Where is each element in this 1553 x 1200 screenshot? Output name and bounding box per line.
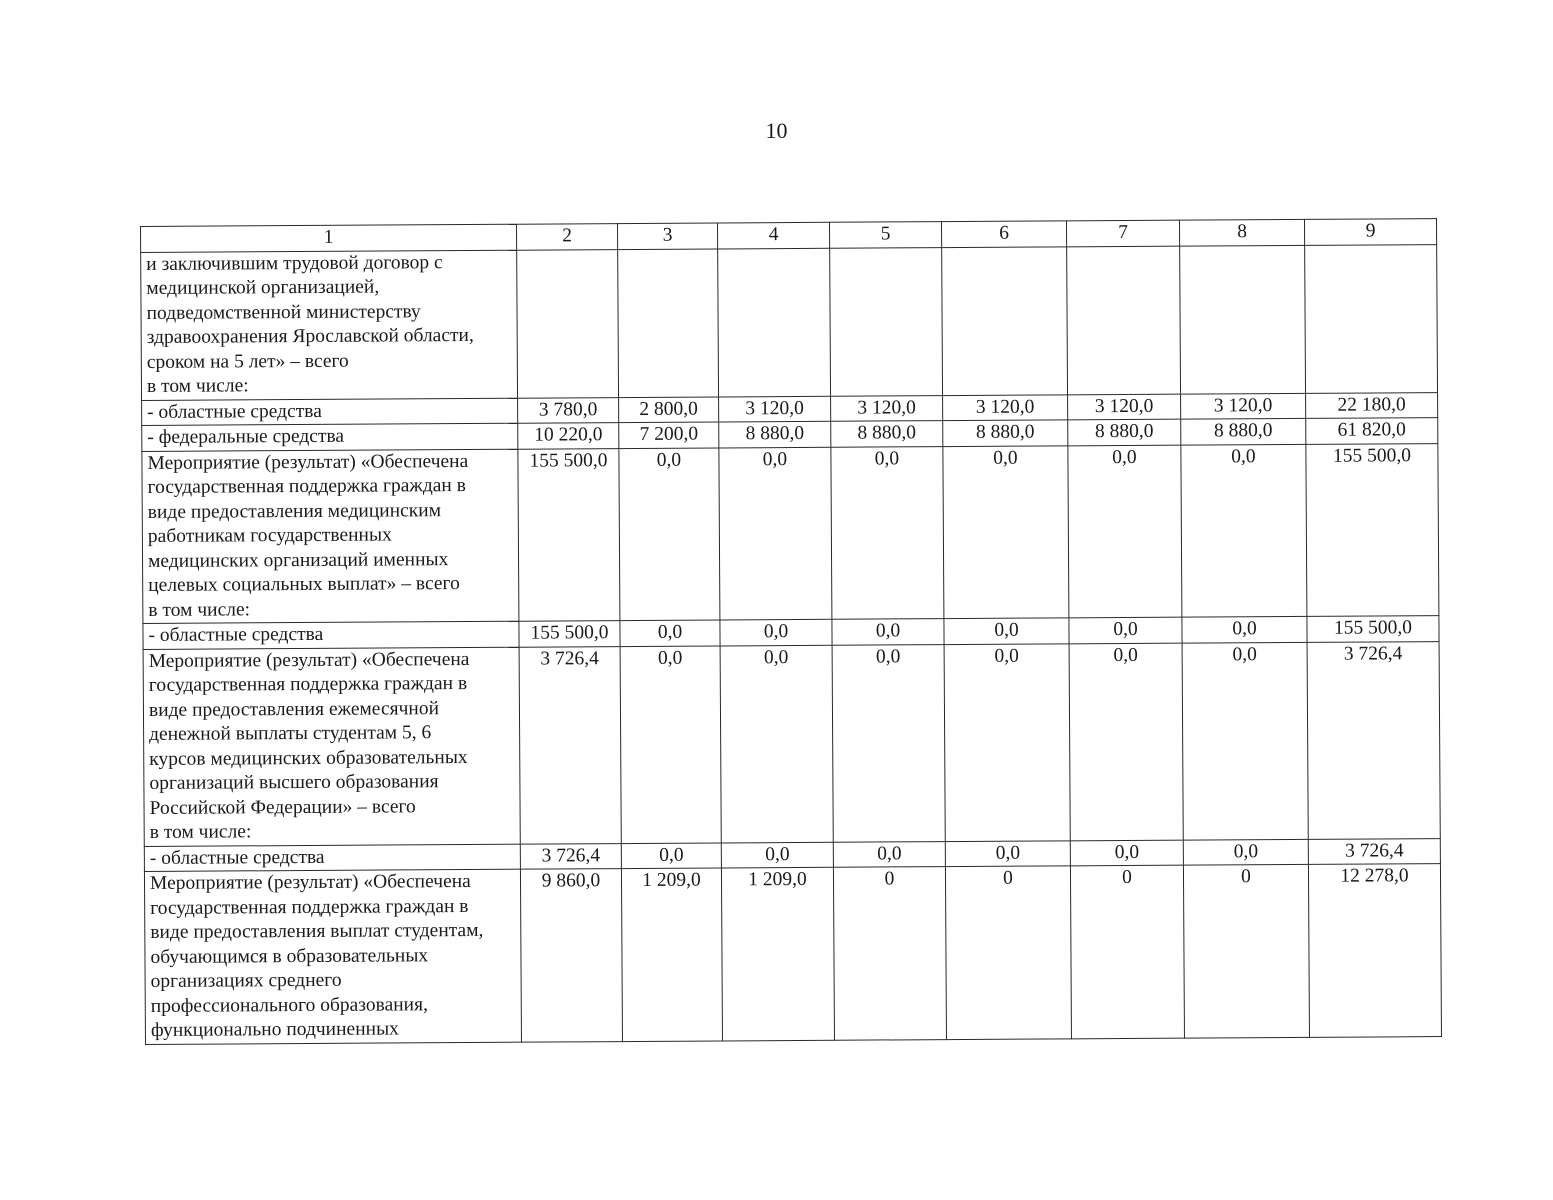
description-line: медицинских организаций именных	[147, 548, 449, 572]
description-line: виде предоставления выплат студентам,	[150, 919, 484, 943]
description-line: здравоохранения Ярославской области,	[146, 324, 474, 348]
value-cell: 0	[1070, 865, 1184, 1038]
activity-description	[144, 869, 521, 1044]
value-cell: 0,0	[621, 842, 721, 868]
value-cell: 1 209,0	[721, 867, 834, 1040]
value-cell: 155 500,0	[518, 448, 620, 621]
value-cell: 8 880,0	[831, 421, 943, 447]
value-cell: 0,0	[944, 618, 1069, 644]
column-header: 5	[829, 222, 941, 248]
value-cell: 0,0	[719, 447, 832, 620]
total-cell: 3 726,4	[1307, 641, 1440, 839]
value-cell: 3 780,0	[518, 397, 619, 423]
funding-source-label	[144, 844, 520, 872]
funding-source-label	[142, 398, 518, 426]
description-line: государственная поддержка граждан в	[147, 475, 466, 498]
description-line: обучающимся в образовательных	[150, 944, 429, 968]
value-cell: 3 120,0	[1181, 393, 1306, 419]
value-cell: 8 880,0	[719, 421, 831, 447]
description-line: Мероприятие (результат) «Обеспечена	[149, 870, 471, 894]
description-line: и заключившим трудовой договор с	[146, 251, 443, 275]
table-row	[141, 244, 1438, 400]
value-cell	[718, 248, 831, 397]
value-cell	[830, 247, 943, 396]
funding-source-label	[142, 423, 518, 451]
value-cell: 1 209,0	[621, 868, 722, 1041]
column-header: 8	[1179, 219, 1304, 245]
value-cell: 0,0	[619, 447, 720, 620]
funding-table-wrapper	[140, 218, 1441, 1044]
total-cell: 12 278,0	[1308, 864, 1441, 1037]
description-line: Российской Федерации» – всего	[149, 795, 416, 819]
value-cell: 3 726,4	[519, 646, 621, 844]
column-header: 4	[717, 222, 829, 248]
description-line: медицинской организацией,	[146, 276, 380, 299]
description-line: организациях среднего	[150, 969, 342, 992]
total-cell: 61 820,0	[1306, 418, 1438, 444]
funding-source-label	[143, 621, 519, 649]
description-line: денежной выплаты студентам 5, 6	[149, 722, 432, 745]
value-cell: 0,0	[944, 643, 1070, 841]
value-cell	[1180, 245, 1306, 394]
value-cell	[1067, 246, 1181, 395]
value-cell: 0	[833, 867, 946, 1040]
value-cell: 3 120,0	[1068, 394, 1181, 420]
value-cell: 0,0	[943, 445, 1069, 618]
value-cell: 155 500,0	[519, 621, 620, 647]
column-header: 1	[141, 224, 517, 252]
description-line: работникам государственных	[147, 524, 392, 547]
value-cell: 0,0	[831, 446, 944, 619]
description-line: в том числе:	[146, 375, 249, 397]
value-cell: 0,0	[832, 644, 945, 842]
value-cell	[517, 249, 619, 398]
description-line: в том числе:	[149, 821, 252, 843]
description-line: Мероприятие (результат) «Обеспечена	[148, 648, 470, 672]
activity-description	[141, 250, 518, 400]
description-line: - областные средства	[148, 623, 324, 646]
value-cell: 3 120,0	[943, 394, 1068, 420]
value-cell: 8 880,0	[1068, 419, 1181, 445]
value-cell: 9 860,0	[520, 869, 622, 1042]
value-cell: 0,0	[832, 619, 944, 645]
column-header: 7	[1066, 220, 1179, 246]
column-header: 9	[1304, 219, 1436, 245]
funding-table	[140, 218, 1442, 1044]
value-cell: 10 220,0	[518, 423, 619, 449]
description-line: государственная поддержка граждан в	[150, 895, 469, 919]
value-cell	[942, 246, 1068, 395]
column-header: 2	[516, 224, 617, 250]
value-cell: 0,0	[1182, 642, 1308, 840]
value-cell: 0,0	[1068, 445, 1182, 618]
activity-description	[142, 449, 519, 624]
value-cell: 2 800,0	[619, 396, 719, 422]
description-line: виде предоставления ежемесячной	[148, 697, 440, 721]
total-cell: 155 500,0	[1306, 443, 1439, 616]
value-cell: 0,0	[833, 841, 945, 867]
description-line: Мероприятие (результат) «Обеспечена	[147, 450, 469, 474]
table-row	[143, 641, 1440, 846]
description-line: организаций высшего образования	[149, 771, 439, 794]
total-cell: 3 726,4	[1308, 838, 1440, 864]
value-cell: 8 880,0	[1181, 418, 1306, 444]
value-cell: 0	[945, 866, 1071, 1039]
value-cell: 0,0	[1183, 839, 1308, 865]
value-cell: 3 120,0	[831, 395, 943, 421]
description-line: виде предоставления медицинским	[147, 499, 442, 523]
value-cell: 0,0	[720, 619, 832, 645]
description-line: целевых социальных выплат» – всего	[148, 573, 460, 596]
value-cell: 0,0	[1069, 643, 1183, 841]
column-header: 3	[617, 223, 717, 249]
description-line: подведомственной министерству	[146, 300, 421, 324]
description-line: курсов медицинских образовательных	[149, 746, 468, 770]
value-cell: 0,0	[1070, 840, 1183, 866]
activity-description	[143, 647, 520, 846]
value-cell: 0,0	[620, 620, 720, 646]
value-cell: 0,0	[1181, 444, 1307, 617]
value-cell: 0,0	[1182, 616, 1307, 642]
total-cell: 155 500,0	[1307, 616, 1439, 642]
total-cell	[1305, 244, 1438, 393]
value-cell: 0,0	[620, 645, 721, 843]
value-cell: 3 120,0	[719, 396, 831, 422]
value-cell: 0,0	[945, 840, 1070, 866]
description-line: в том числе:	[148, 598, 251, 621]
description-line: профессионального образования,	[150, 993, 428, 1017]
value-cell: 3 726,4	[520, 843, 621, 869]
value-cell: 0,0	[720, 645, 833, 843]
description-line: - областные средства	[147, 400, 322, 423]
description-line: государственная поддержка граждан в	[148, 673, 468, 696]
column-header: 6	[941, 221, 1066, 247]
description-line: - федеральные средства	[147, 425, 345, 448]
value-cell: 0,0	[1069, 617, 1182, 643]
table-body	[141, 219, 1442, 1044]
description-line: - областные средства	[149, 846, 325, 869]
value-cell: 8 880,0	[943, 420, 1068, 446]
value-cell: 0	[1183, 864, 1309, 1037]
value-cell: 0,0	[721, 842, 833, 868]
table-row	[142, 443, 1439, 623]
description-line: функционально подчиненных	[150, 1018, 399, 1041]
page-number: 10	[765, 118, 788, 143]
value-cell	[618, 248, 719, 397]
value-cell: 7 200,0	[619, 422, 719, 448]
description-line: сроком на 5 лет» – всего	[146, 350, 349, 373]
table-row	[144, 864, 1441, 1044]
total-cell: 22 180,0	[1306, 392, 1438, 418]
